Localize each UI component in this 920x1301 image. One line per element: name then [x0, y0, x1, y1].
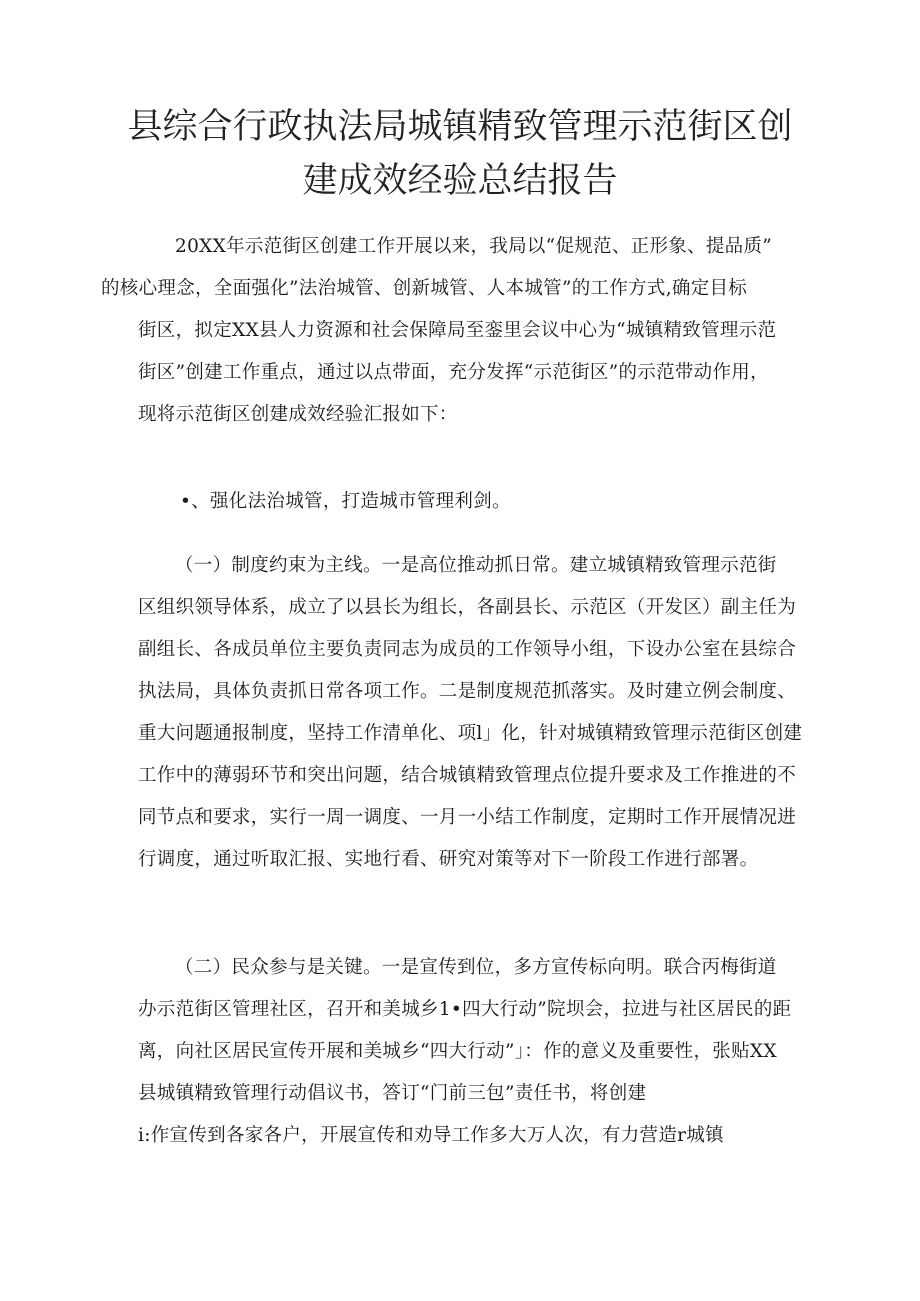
- text-line: 20XX年示范街区创建工作开展以来，我局以“促规范、正形象、提品质”: [175, 236, 772, 257]
- subsection-1-paragraph: [138, 545, 803, 881]
- text-line: 执法局，具体负责抓日常各项工作。二是制度规范抓落实。及时建立例会制度、: [138, 681, 797, 702]
- text-line: （二）民众参与是关键。一是宣传到位，多方宣传标向明。联合丙梅街道: [175, 957, 777, 978]
- intro-paragraph: [101, 226, 788, 436]
- text-line: 工作中的薄弱环节和突出问题，结合城镇精致管理点位提升要求及工作推进的不: [138, 765, 797, 786]
- subsection-2-paragraph: [138, 947, 792, 1157]
- text-line: 街区，拟定XX县人力资源和社会保障局至銮里会议中心为“城镇精致管理示范: [138, 320, 777, 341]
- text-line: （一）制度约束为主线。一是高位推动抓日常。建立城镇精致管理示范街: [175, 555, 777, 576]
- text-line: 行调度，通过听取汇报、实地行看、研究对策等对下一阶段工作进行部署。: [138, 849, 759, 870]
- document-title: [60, 100, 860, 208]
- section-heading: [180, 481, 830, 523]
- text-line: 同节点和要求，实行一周一调度、一月一小结工作制度，定期时工作开展情况进: [138, 807, 797, 828]
- text-line: 街区”创建工作重点，通过以点带面，充分发挥“示范街区”的示范带动作用，: [138, 362, 769, 383]
- section-heading-text: •、强化法治城管，打造城市管理利剑。: [180, 491, 511, 512]
- text-line: 办示范街区管理社区，召开和美城乡1•四大行动”院坝会，拉进与社区居民的距: [138, 999, 792, 1020]
- text-line: 县城镇精致管理行动倡议书，答订“门前三包”责任书，将创建: [138, 1083, 647, 1104]
- text-line: 现将示范街区创建成效经验汇报如下：: [138, 404, 458, 425]
- text-line: 离，向社区居民宣传开展和美城乡“四大行动”」：作的意义及重要性，张贴XX: [138, 1041, 777, 1062]
- title-line: 建成效经验总结报告: [302, 161, 618, 201]
- text-line: 重大问题通报制度，坚持工作清单化、项l」化，针对城镇精致管理示范街区创建: [138, 723, 803, 744]
- text-line: i:作宣传到各家各户，开展宣传和劝导工作多大万人次，有力营造r城镇: [138, 1125, 724, 1146]
- text-line: 的核心理念，全面强化”法治城管、创新城管、人本城管”的工作方式,确定目标: [101, 278, 748, 299]
- text-line: 区组织领导体系，成立了以县长为组长，各副县长、示范区（开发区）副主任为: [138, 597, 797, 618]
- title-line: 县综合行政执法局城镇精致管理示范街区创: [127, 107, 793, 147]
- text-line: 副组长、各成员单位主要负责同志为成员的工作领导小组，下设办公室在县综合: [138, 639, 797, 660]
